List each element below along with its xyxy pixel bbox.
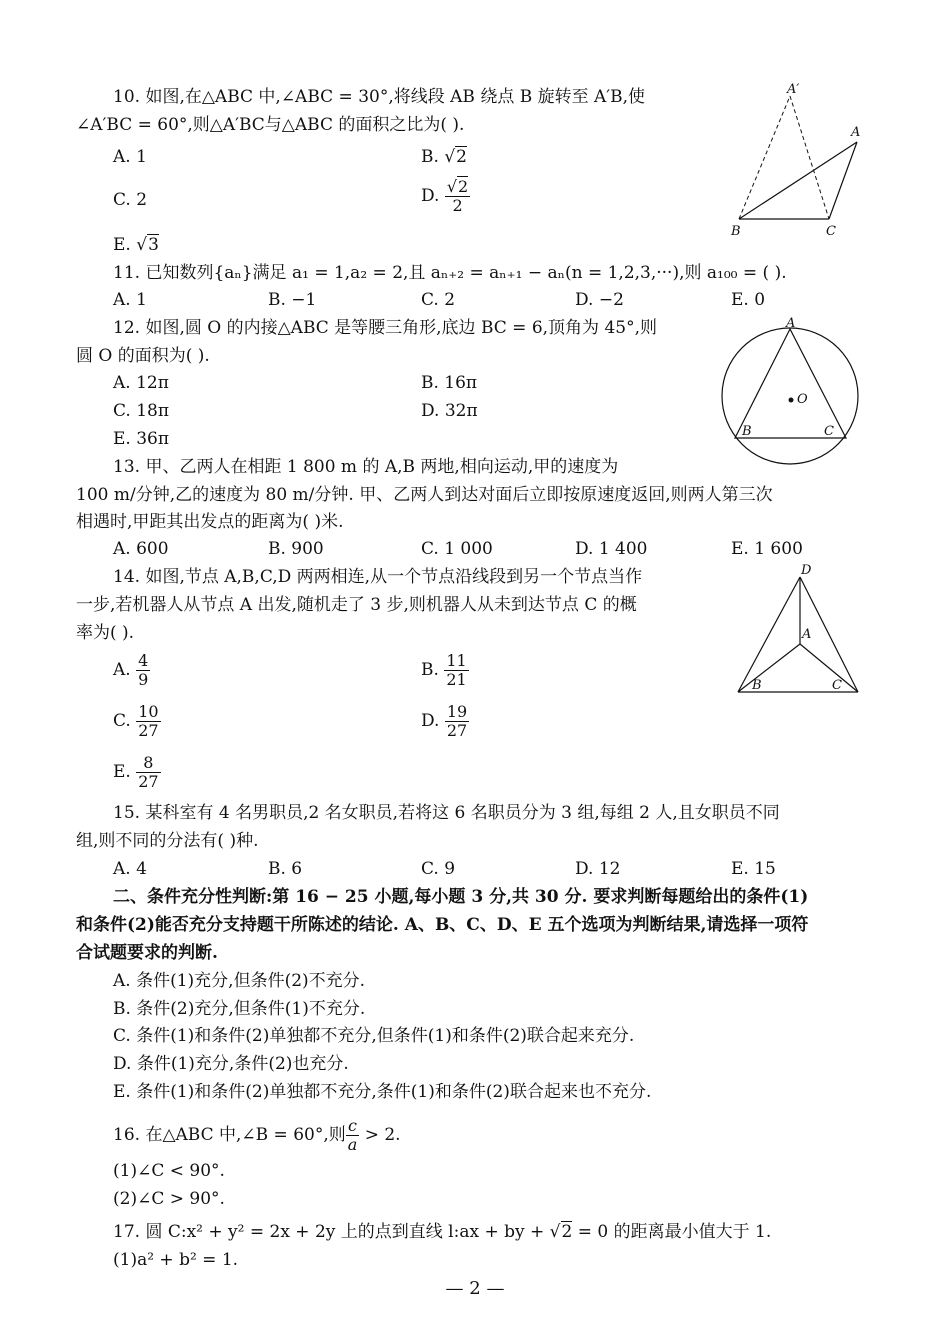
q10-figure [725, 80, 865, 240]
q14-label-c: C [832, 678, 842, 693]
q11-option-a: A. 1 [113, 290, 147, 310]
q14-option-a-den: 9 [138, 670, 149, 689]
q10-option-a: A. 1 [113, 147, 147, 167]
q10-option-b: B. √2 [421, 147, 467, 167]
page-number: — 2 — [445, 1278, 505, 1299]
q10-option-c: C. 2 [113, 190, 148, 210]
q10-option-d: D. $\frac{√2}{2}$ [421, 177, 469, 215]
q15-option-d: D. 12 [575, 859, 621, 879]
q10-seg-ba-prime [739, 96, 790, 219]
q14-label-d: D [801, 563, 812, 578]
q17-sqrt-value: 2 [561, 1222, 573, 1242]
section2-line2: 和条件(2)能否充分支持题干所陈述的结论. A、B、C、D、E 五个选项为判断结果,请选择一项符 [76, 915, 809, 935]
q12-option-e: E. 36π [113, 429, 170, 449]
q13-option-c: C. 1 000 [421, 539, 493, 559]
q14-option-b-den: 21 [446, 670, 467, 689]
q10-line1: 10. 如图,在△ABC 中,∠ABC = 30°,将线段 AB 绕点 B 旋转至 A′B,使 [113, 87, 646, 107]
q14-option-b [421, 652, 469, 689]
q14-option-d [421, 703, 469, 740]
q17-stem-post: = 0 的距离最小值大于 1. [572, 1222, 772, 1242]
q14-line1: 14. 如图,节点 A,B,C,D 两两相连,从一个节点沿线段到另一个节点当作 [113, 567, 643, 587]
q12-option-c: C. 18π [113, 401, 170, 421]
q14-option-e-label: E. [113, 762, 137, 782]
q10-seg-a-prime-c [790, 96, 829, 219]
q14-option-c-den: 27 [138, 721, 159, 740]
section2-line1: 二、条件充分性判断:第 16 − 25 小题,每小题 3 分,共 30 分. 要求判断每题给出的条件(1) [113, 887, 809, 907]
q11-option-e: E. 0 [731, 290, 766, 310]
q12-label-a: A [786, 316, 796, 331]
q14-option-a-num: 4 [138, 651, 149, 670]
q16-condition-1: (1)∠C < 90°. [113, 1161, 225, 1181]
q16-frac-num: c [346, 1117, 360, 1136]
q10-label-b: B [731, 224, 741, 239]
q12-triangle [735, 329, 846, 438]
q10-option-d-num: 2 [458, 177, 469, 196]
section2-choice-c: C. 条件(1)和条件(2)单独都不充分,但条件(1)和条件(2)联合起来充分. [113, 1026, 635, 1046]
q16-frac-den: a [347, 1135, 358, 1154]
q15-option-b: B. 6 [268, 859, 303, 879]
q14-option-c-label: C. [113, 711, 137, 731]
q14-seg-db [738, 577, 800, 692]
q10-seg-ba [739, 142, 857, 219]
q14-option-b-num: 11 [446, 651, 467, 670]
q13-option-a: A. 600 [113, 539, 169, 559]
q12-circle [722, 328, 858, 464]
q12-option-d: D. 32π [421, 401, 478, 421]
q14-seg-ab [738, 644, 800, 692]
q10-option-e: E. √3 [113, 235, 159, 255]
q14-option-e-den: 27 [138, 772, 159, 791]
section2-line3: 合试题要求的判断. [76, 943, 218, 963]
q15-option-c: C. 9 [421, 859, 456, 879]
q16-condition-2: (2)∠C > 90°. [113, 1189, 225, 1209]
q13-option-e: E. 1 600 [731, 539, 803, 559]
q14-label-a: A [802, 627, 812, 642]
q10-label-a-prime: A′ [787, 82, 800, 97]
q12-label-b: B [742, 424, 752, 439]
q12-line2: 圆 O 的面积为( ). [76, 346, 210, 366]
q13-line3: 相遇时,甲距其出发点的距离为( )米. [76, 512, 344, 532]
q17-stem: 17. 圆 C:x² + y² = 2x + 2y 上的点到直线 l:ax + by + √2 = 0 的距离最小值大于 1. [113, 1222, 772, 1242]
q10-option-e-label: E. [113, 235, 137, 255]
q10-seg-ac [829, 142, 857, 219]
q15-option-a: A. 4 [113, 859, 147, 879]
q12-label-o: O [797, 392, 808, 407]
q10-label-c: C [826, 224, 836, 239]
q14-option-b-label: B. [421, 660, 445, 680]
q14-label-b: B [752, 678, 762, 693]
q15-line1: 15. 某科室有 4 名男职员,2 名女职员,若将这 6 名职员分为 3 组,每组 2 人,且女职员不同 [113, 803, 780, 823]
section2-choice-e: E. 条件(1)和条件(2)单独都不充分,条件(1)和条件(2)联合起来也不充分. [113, 1082, 652, 1102]
q12-option-a: A. 12π [113, 373, 169, 393]
section2-choice-d: D. 条件(1)充分,条件(2)也充分. [113, 1054, 349, 1074]
q13-line1: 13. 甲、乙两人在相距 1 800 m 的 A,B 两地,相向运动,甲的速度为 [113, 457, 619, 477]
q11-stem: 11. 已知数列{aₙ}满足 a₁ = 1,a₂ = 2,且 aₙ₊₂ = aₙ₊₁ − aₙ(n = 1,2,3,···),则 a₁₀₀ = ( ). [113, 263, 787, 283]
q10-option-b-label: B. [421, 147, 445, 167]
q14-line2: 一步,若机器人从节点 A 出发,随机走了 3 步,则机器人从未到达节点 C 的概 [76, 595, 637, 615]
q12-label-c: C [824, 424, 834, 439]
q14-option-c [113, 703, 161, 740]
q10-option-d-den: 2 [452, 196, 463, 215]
q10-option-e-value: 3 [148, 235, 159, 255]
q13-option-d: D. 1 400 [575, 539, 648, 559]
q14-option-c-num: 10 [138, 702, 159, 721]
q15-option-e: E. 15 [731, 859, 776, 879]
q14-line3: 率为( ). [76, 623, 135, 643]
q17-condition-1: (1)a² + b² = 1. [113, 1250, 239, 1270]
q14-figure [728, 562, 868, 702]
q11-option-c: C. 2 [421, 290, 456, 310]
q10-option-d-label: D. [421, 186, 445, 206]
q13-option-b: B. 900 [268, 539, 324, 559]
q11-option-d: D. −2 [575, 290, 624, 310]
q10-label-a: A [851, 125, 861, 140]
q14-option-e [113, 754, 161, 791]
q16-stem-pre: 16. 在△ABC 中,∠B = 60°,则 [113, 1125, 346, 1145]
section2-choice-a: A. 条件(1)充分,但条件(2)不充分. [113, 971, 366, 991]
q14-option-d-den: 27 [446, 721, 468, 740]
q13-line2: 100 m/分钟,乙的速度为 80 m/分钟. 甲、乙两人到达对面后立即按原速度返回,则两人第三次 [76, 485, 773, 505]
q12-option-b: B. 16π [421, 373, 478, 393]
q17-stem-pre: 17. 圆 C:x² + y² = 2x + 2y 上的点到直线 l:ax + by + [113, 1222, 550, 1242]
q10-option-b-value: 2 [456, 147, 467, 167]
q15-line2: 组,则不同的分法有( )种. [76, 831, 259, 851]
q12-line1: 12. 如图,圆 O 的内接△ABC 是等腰三角形,底边 BC = 6,顶角为 45°,则 [113, 318, 657, 338]
q14-option-e-num: 8 [136, 754, 160, 773]
q16-stem-post: > 2. [359, 1125, 401, 1145]
q10-line2: ∠A′BC = 60°,则△A′BC与△ABC 的面积之比为( ). [76, 115, 465, 135]
q12-figure [720, 315, 865, 470]
q14-option-d-num: 19 [446, 702, 468, 721]
q14-seg-ac [800, 644, 858, 692]
q12-center-point [789, 398, 794, 403]
q11-option-b: B. −1 [268, 290, 317, 310]
q14-option-a [113, 652, 150, 689]
q16-stem [113, 1117, 401, 1154]
q14-option-d-label: D. [421, 711, 445, 731]
q14-option-a-label: A. [113, 660, 137, 680]
section2-choice-b: B. 条件(2)充分,但条件(1)不充分. [113, 999, 366, 1019]
